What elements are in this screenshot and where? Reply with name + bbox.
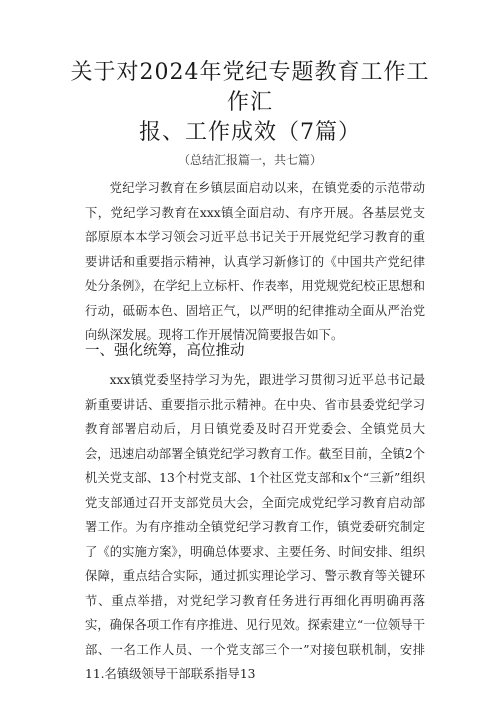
title-line-2: 报、工作成效（7篇）	[139, 120, 361, 145]
document-subtitle: （总结汇报篇一，共七篇）	[177, 153, 322, 167]
section-heading: 一、强化统筹，高位推动	[85, 343, 245, 359]
document-title	[60, 58, 440, 148]
section-paragraph: xxx镇党委坚持学习为先，跟进学习贯彻习近平总书记最新重要讲话、重要指示批示精神。在中央、省市县委党纪学习教育部署启动后，月日镇党委及时召开党委会、全镇党员大会，迅速启动部署全镇党纪学习教育工作。截至目前，全镇2个机关党支部、13个村党支部、1个社区党支部和x个“三新”组织党支部通过召开支部党员大会，全面完成党纪学习教育启动部署工作。为有序推动全镇党纪学习教育工作，镇党委研究制定了《的实施方案》，明确总体要求、主要任务、时间安排、组织保障，重点结合实际，通过抓实理论学习、警示教育等关键环节、重点举措，对党纪学习教育任务进行再细化再明确再落实，确保各项工作有序推进、见行见效。探索建立“一位领导干部、一名工作人员、一个党支部三个一”对接包联机制，安排11.名镇级领导干部联系指导13	[85, 373, 425, 681]
title-line-1: 关于对2024年党纪专题教育工作工作汇	[70, 60, 430, 115]
intro-paragraph: 党纪学习教育在乡镇层面启动以来，在镇党委的示范带动下，党纪学习教育在xxx镇全面启动、有序开展。各基层党支部原原本本学习领会习近平总书记关于开展党纪学习教育的重要讲话和重要指示精神，认真学习新修订的《中国共产党纪律处分条例》，在学纪上立标杆、作表率，用党规党纪校正思想和行动，砥砺本色、固培正气，以严明的纪律推动全面从严治党向纵深发展。现将工作开展情况简要报告如下。	[85, 181, 425, 342]
